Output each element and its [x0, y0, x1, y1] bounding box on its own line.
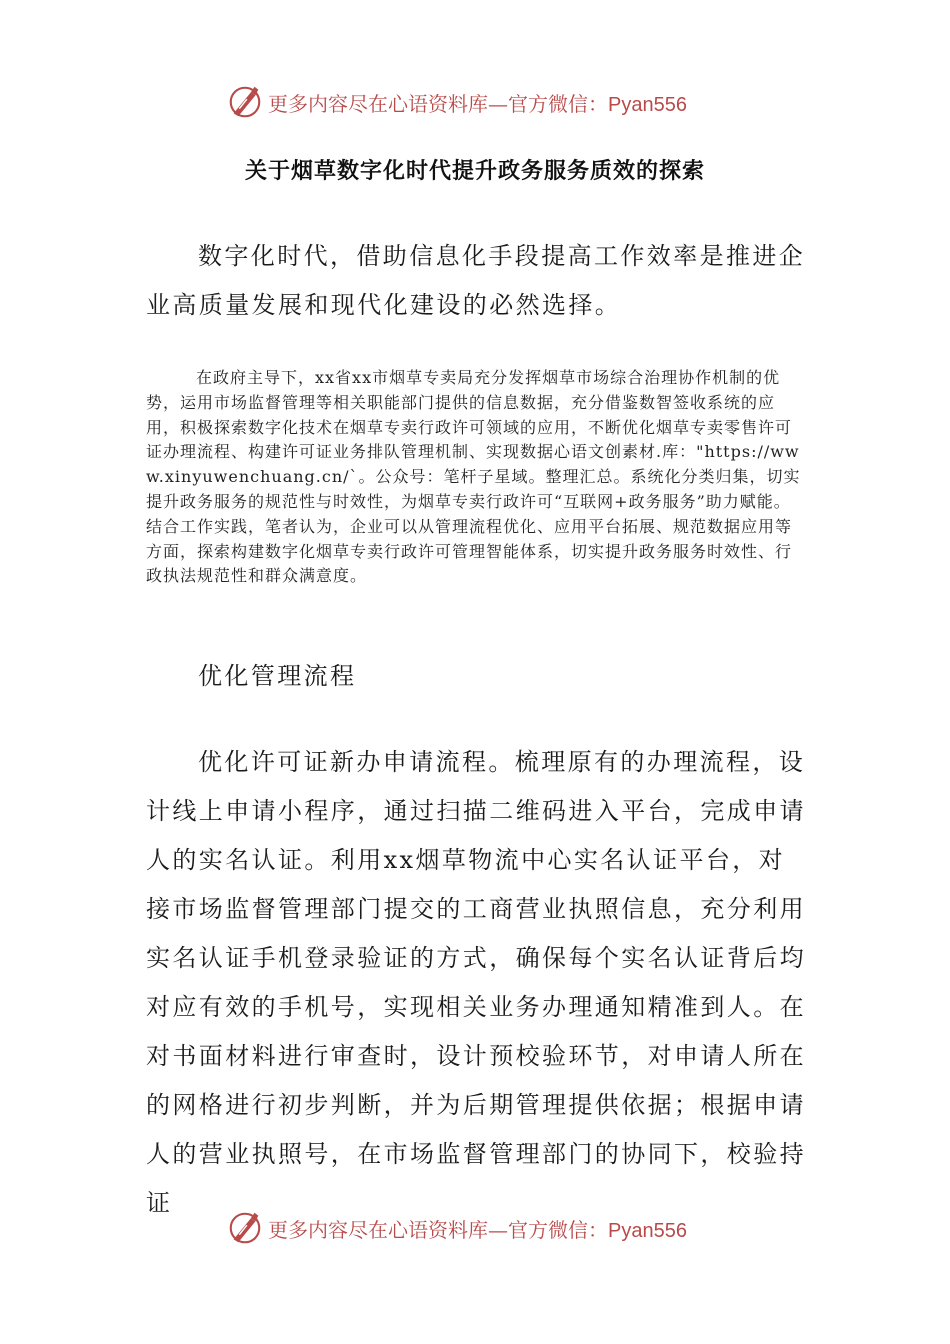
intro-paragraph: 数字化时代，借助信息化手段提高工作效率是推进企业高质量发展和现代化建设的必然选择。 — [146, 242, 806, 319]
summary-paragraph: 在政府主导下，xx省xx市烟草专卖局充分发挥烟草市场综合治理协作机制的优势，运用市场监督管理等相关职能部门提供的信息数据，充分借鉴数智签收系统的应用，积极探索数字化技术在烟草专卖行政许可领域的应用，不断优化烟草专卖零售许可证办理流程、构建许可证业务排队管理机制、实现数据心语文创素材.库："https://www.xinyuwenchuang.cn/`。公众号：笔杆子星域。整理汇总。系统化分类归集，切实提升政务服务的规范性与时效性，为烟草专卖行政许可“互联网+政务服务”助力赋能。结合工作实践，笔者认为，企业可以从管理流程优化、应用平台拓展、规范数据应用等方面，探索构建数字化烟草专卖行政许可管理智能体系，切实提升政务服务时效性、行政执法规范性和群众满意度。 — [146, 368, 801, 586]
section-heading: 优化管理流程 — [198, 662, 357, 690]
pen-nib-logo-icon — [226, 1209, 264, 1247]
banner-wechat-id: Pyan556 — [608, 93, 687, 116]
page-title: 关于烟草数字化时代提升政务服务质效的探索 — [244, 158, 705, 184]
banner-slogan-footer: 更多内容尽在心语资料库—官方微信： — [268, 1217, 608, 1242]
banner-slogan: 更多内容尽在心语资料库—官方微信： — [268, 91, 608, 116]
header-banner — [226, 82, 746, 122]
section-body-paragraph: 优化许可证新办申请流程。梳理原有的办理流程，设计线上申请小程序，通过扫描二维码进入平台，完成申请人的实名认证。利用xx烟草物流中心实名认证平台，对接市场监督管理部门提交的工商营业执照信息，充分利用实名认证手机登录验证的方式，确保每个实名认证背后均对应有效的手机号，实现相关业务办理通知精准到人。在对书面材料进行审查时，设计预校验环节，对申请人所在的网格进行初步判断，并为后期管理提供依据；根据申请人的营业执照号，在市场监督管理部门的协同下，校验持证 — [146, 748, 806, 1217]
banner-text-footer — [268, 1214, 687, 1243]
banner-text — [268, 88, 687, 117]
footer-banner — [226, 1208, 746, 1248]
banner-wechat-id-footer: Pyan556 — [608, 1219, 687, 1242]
pen-nib-logo-icon — [226, 83, 264, 121]
